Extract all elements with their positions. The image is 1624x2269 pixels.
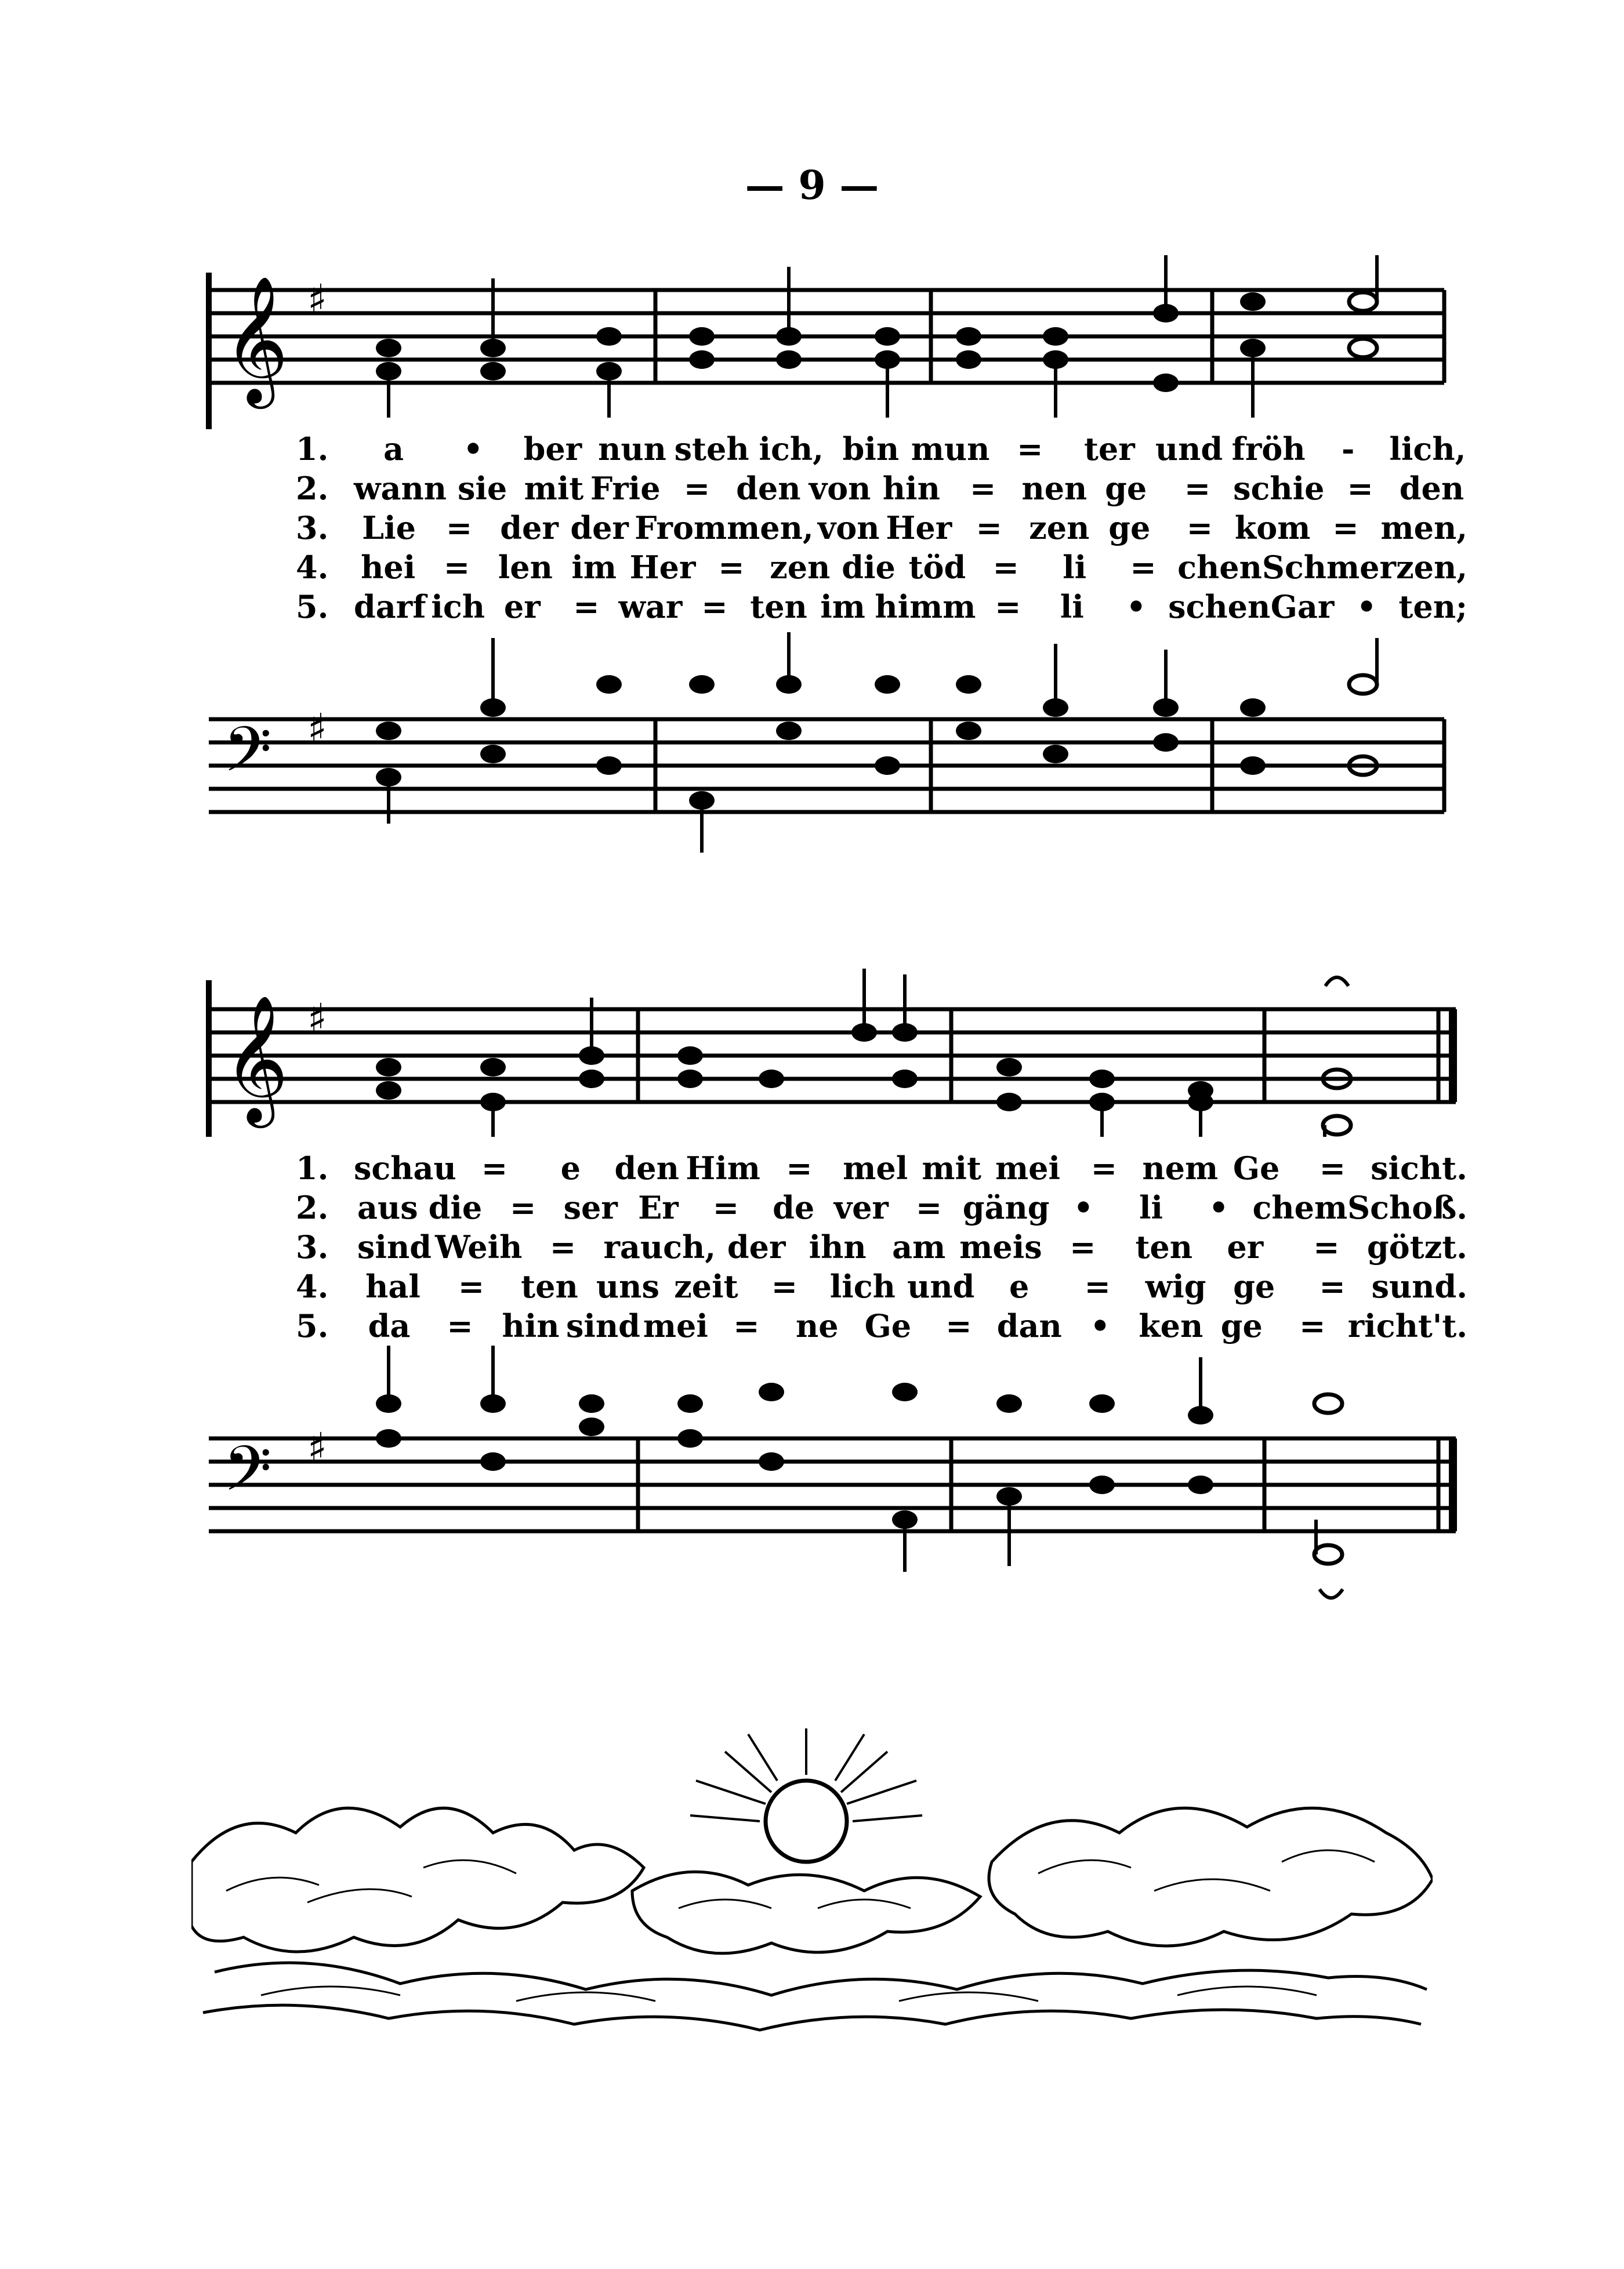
lyric-line xyxy=(296,1227,1467,1267)
lyric-syllable: = xyxy=(1347,470,1373,507)
lyric-syllable: im xyxy=(571,549,617,586)
lyric-syllable: Lie xyxy=(362,509,416,546)
lyric-syllable: = xyxy=(1184,470,1211,507)
lyric-syllable: nen xyxy=(1021,470,1088,507)
lyric-syllable: = xyxy=(443,549,470,586)
lyric-syllable: = xyxy=(1070,1228,1096,1266)
lyric-syllable: • xyxy=(1073,1189,1094,1226)
lyric-syllable: = xyxy=(1332,509,1359,546)
lyric-syllable: am xyxy=(892,1228,946,1266)
lyric-syllable: den xyxy=(1399,470,1464,507)
lyric-syllable: ken xyxy=(1139,1307,1204,1344)
lyric-syllable: ge xyxy=(1108,509,1151,546)
lyrics-block-1 xyxy=(296,429,1467,626)
bass-staff-1 xyxy=(191,626,1467,858)
lyric-syllable: zen xyxy=(770,549,831,586)
lyric-syllable: = xyxy=(481,1150,508,1187)
verse-number: 4. xyxy=(296,549,329,586)
lyric-syllable: zeit xyxy=(674,1268,738,1305)
music-system-2 xyxy=(191,963,1467,1624)
lyric-syllable: = xyxy=(1186,509,1213,546)
verse-number: 1. xyxy=(296,430,329,467)
lyric-syllable: = xyxy=(509,1189,536,1226)
lyric-syllable: mit xyxy=(922,1150,981,1187)
lyric-syllable: ich xyxy=(431,588,485,625)
lyric-syllable: mei xyxy=(643,1307,708,1344)
sharp-icon: ♯ xyxy=(307,995,327,1042)
bass-staff-2 xyxy=(191,1346,1467,1624)
lyric-syllable: = xyxy=(1319,1268,1346,1305)
lyric-syllable: und xyxy=(907,1268,975,1305)
lyric-syllable: ne xyxy=(796,1307,839,1344)
lyric-syllable: aus xyxy=(357,1189,418,1226)
lyric-syllable: sund. xyxy=(1371,1268,1468,1305)
lyric-syllable: der xyxy=(570,509,629,546)
lyric-syllable: men, xyxy=(1380,509,1468,546)
lyrics-block-2 xyxy=(296,1148,1467,1346)
verse-number: 5. xyxy=(296,1307,329,1344)
lyric-syllable: schie xyxy=(1233,470,1325,507)
treble-staff-1 xyxy=(191,255,1467,429)
lyric-syllable: • xyxy=(1356,588,1377,625)
lyric-syllable: töd xyxy=(908,549,966,586)
lyric-line xyxy=(296,548,1467,587)
lyric-syllable: = xyxy=(549,1228,577,1266)
lyric-syllable: = xyxy=(1090,1150,1117,1187)
lyric-line xyxy=(296,429,1467,469)
lyric-syllable: wann xyxy=(354,470,447,507)
fermata-icon xyxy=(1320,1589,1343,1598)
lyric-syllable: = xyxy=(976,509,1002,546)
music-system-1 xyxy=(191,255,1467,870)
lyric-syllable: chen xyxy=(1177,549,1262,586)
lyric-syllable: e xyxy=(560,1150,581,1187)
lyric-syllable: Ge xyxy=(864,1307,912,1344)
sharp-icon: ♯ xyxy=(307,1424,327,1471)
lyric-syllable: hin xyxy=(882,470,940,507)
lyric-syllable: Schmerzen, xyxy=(1262,549,1468,586)
lyric-syllable: ten; xyxy=(1398,588,1467,625)
lyric-syllable: mun xyxy=(911,430,990,467)
lyric-syllable: mit xyxy=(524,470,584,507)
lyric-line xyxy=(296,587,1467,626)
lyric-syllable: • xyxy=(463,430,483,467)
lyric-syllable: = xyxy=(1313,1228,1340,1266)
lyric-syllable: schen xyxy=(1168,588,1271,625)
lyric-syllable: li xyxy=(1063,549,1087,586)
lyric-syllable: war xyxy=(618,588,683,625)
treble-clef-icon: 𝄞 xyxy=(223,994,289,1122)
lyric-syllable: er xyxy=(1227,1228,1264,1266)
lyric-syllable: = xyxy=(969,470,996,507)
lyric-syllable: der xyxy=(727,1228,786,1266)
lyric-syllable: = xyxy=(718,549,745,586)
lyric-syllable: Schoß. xyxy=(1347,1189,1468,1226)
lyric-syllable: richt't. xyxy=(1347,1307,1468,1344)
lyric-syllable: hei xyxy=(361,549,416,586)
lyric-syllable: rauch, xyxy=(603,1228,716,1266)
lyric-syllable: hin xyxy=(502,1307,560,1344)
lyric-syllable: von xyxy=(809,470,871,507)
lyric-syllable: = xyxy=(1017,430,1043,467)
lyric-syllable: ver xyxy=(833,1189,889,1226)
sunrise-clouds-woodcut-image xyxy=(191,1717,1433,2053)
lyric-syllable: lich, xyxy=(1389,430,1466,467)
lyric-syllable: = xyxy=(1319,1150,1346,1187)
lyric-syllable: = xyxy=(915,1189,942,1226)
lyric-syllable: li xyxy=(1139,1189,1163,1226)
treble-clef-icon: 𝄞 xyxy=(223,275,289,403)
lyric-syllable: ge xyxy=(1220,1307,1263,1344)
lyric-syllable: = xyxy=(1299,1307,1326,1344)
lyric-syllable: der xyxy=(500,509,559,546)
verse-number: 2. xyxy=(296,1189,329,1226)
lyric-syllable: sind xyxy=(357,1228,432,1266)
lyric-syllable: himm xyxy=(875,588,976,625)
lyric-syllable: e xyxy=(1009,1268,1030,1305)
page-number: — 9 — xyxy=(745,162,879,209)
lyric-syllable: = xyxy=(683,470,710,507)
lyric-syllable: = xyxy=(771,1268,798,1305)
lyric-syllable: götzt. xyxy=(1366,1228,1467,1266)
lyric-syllable: ge xyxy=(1233,1268,1275,1305)
lyric-syllable: schau xyxy=(354,1150,456,1187)
lyric-syllable: steh xyxy=(674,430,749,467)
lyric-syllable: sind xyxy=(566,1307,640,1344)
lyric-syllable: = xyxy=(447,1307,473,1344)
verse-number: 3. xyxy=(296,1228,329,1266)
lyric-syllable: uns xyxy=(596,1268,659,1305)
bass-clef-icon: 𝄢 xyxy=(223,1432,272,1520)
lyric-syllable: er xyxy=(503,588,541,625)
verse-number: 1. xyxy=(296,1150,329,1187)
lyric-syllable: darf xyxy=(354,588,426,625)
lyric-syllable: ich, xyxy=(759,430,824,467)
verse-number: 4. xyxy=(296,1268,329,1305)
lyric-syllable: zen xyxy=(1029,509,1090,546)
lyric-syllable: len xyxy=(498,549,553,586)
lyric-syllable: wig xyxy=(1145,1268,1206,1305)
lyric-syllable: Him xyxy=(686,1150,760,1187)
treble-staff-2 xyxy=(191,963,1467,1137)
lyric-syllable: ter xyxy=(1083,430,1135,467)
lyric-syllable: ten xyxy=(521,1268,578,1305)
lyric-syllable: = xyxy=(458,1268,485,1305)
lyric-line xyxy=(296,469,1467,508)
lyric-syllable: ge xyxy=(1105,470,1147,507)
lyric-line xyxy=(296,508,1467,548)
lyric-syllable: = xyxy=(445,509,473,546)
bass-clef-icon: 𝄢 xyxy=(223,713,272,801)
lyric-syllable: = xyxy=(733,1307,760,1344)
lyric-syllable: da xyxy=(368,1307,411,1344)
lyric-syllable: = xyxy=(573,588,600,625)
lyric-syllable: = xyxy=(701,588,728,625)
sharp-icon: ♯ xyxy=(307,276,327,323)
lyric-syllable: die xyxy=(428,1189,483,1226)
lyric-syllable: = xyxy=(1084,1268,1111,1305)
lyric-syllable: dan xyxy=(996,1307,1062,1344)
lyric-syllable: nem xyxy=(1142,1150,1219,1187)
lyric-syllable: fröh xyxy=(1231,430,1306,467)
lyric-syllable: und xyxy=(1155,430,1223,467)
lyric-syllable: meis xyxy=(959,1228,1042,1266)
lyric-syllable: Her xyxy=(886,509,952,546)
lyric-syllable: Her xyxy=(629,549,696,586)
sharp-icon: ♯ xyxy=(307,705,327,752)
lyric-syllable: Er xyxy=(638,1189,679,1226)
lyric-syllable: ten xyxy=(750,588,807,625)
lyric-syllable: hal xyxy=(365,1268,420,1305)
lyric-syllable: von xyxy=(817,509,880,546)
lyric-syllable: • xyxy=(1208,1189,1229,1226)
lyric-syllable: • xyxy=(1126,588,1147,625)
lyric-syllable: kom xyxy=(1234,509,1311,546)
verse-number: 3. xyxy=(296,509,329,546)
lyric-syllable: = xyxy=(712,1189,740,1226)
lyric-syllable: chem xyxy=(1252,1189,1348,1226)
lyric-syllable: Weih xyxy=(435,1228,523,1266)
lyric-syllable: Gar xyxy=(1270,588,1335,625)
lyric-syllable: den xyxy=(736,470,801,507)
lyric-syllable: gäng xyxy=(962,1189,1050,1226)
lyric-syllable: li xyxy=(1060,588,1084,625)
lyric-line xyxy=(296,1188,1467,1227)
lyric-syllable: Frommen, xyxy=(635,509,814,546)
lyric-syllable: mel xyxy=(843,1150,908,1187)
lyric-syllable: ber xyxy=(523,430,582,467)
lyric-syllable: = xyxy=(992,549,1019,586)
lyric-syllable: = xyxy=(1130,549,1157,586)
lyric-syllable: lich xyxy=(829,1268,896,1305)
verse-number: 5. xyxy=(296,588,329,625)
lyric-line xyxy=(296,1148,1467,1188)
lyric-syllable: sicht. xyxy=(1371,1150,1467,1187)
lyric-syllable: - xyxy=(1342,430,1355,467)
lyric-syllable: nun xyxy=(598,430,666,467)
fermata-icon xyxy=(1325,977,1348,986)
lyric-line xyxy=(296,1267,1467,1306)
lyric-syllable: sie xyxy=(458,470,507,507)
lyric-syllable: ten xyxy=(1135,1228,1193,1266)
lyric-syllable: de xyxy=(773,1189,815,1226)
lyric-syllable: • xyxy=(1090,1307,1111,1344)
lyric-syllable: = xyxy=(995,588,1021,625)
lyric-syllable: ihn xyxy=(809,1228,867,1266)
lyric-syllable: = xyxy=(945,1307,972,1344)
lyric-syllable: mei xyxy=(995,1150,1060,1187)
verse-number: 2. xyxy=(296,470,329,507)
lyric-line xyxy=(296,1306,1467,1346)
lyric-syllable: ser xyxy=(563,1189,618,1226)
lyric-syllable: im xyxy=(820,588,865,625)
lyric-syllable: Frie xyxy=(590,470,661,507)
lyric-syllable: a xyxy=(383,430,404,467)
lyric-syllable: = xyxy=(786,1150,813,1187)
lyric-syllable: bin xyxy=(842,430,900,467)
lyric-syllable: die xyxy=(842,549,896,586)
lyric-syllable: Ge xyxy=(1232,1150,1280,1187)
lyric-syllable: den xyxy=(614,1150,679,1187)
